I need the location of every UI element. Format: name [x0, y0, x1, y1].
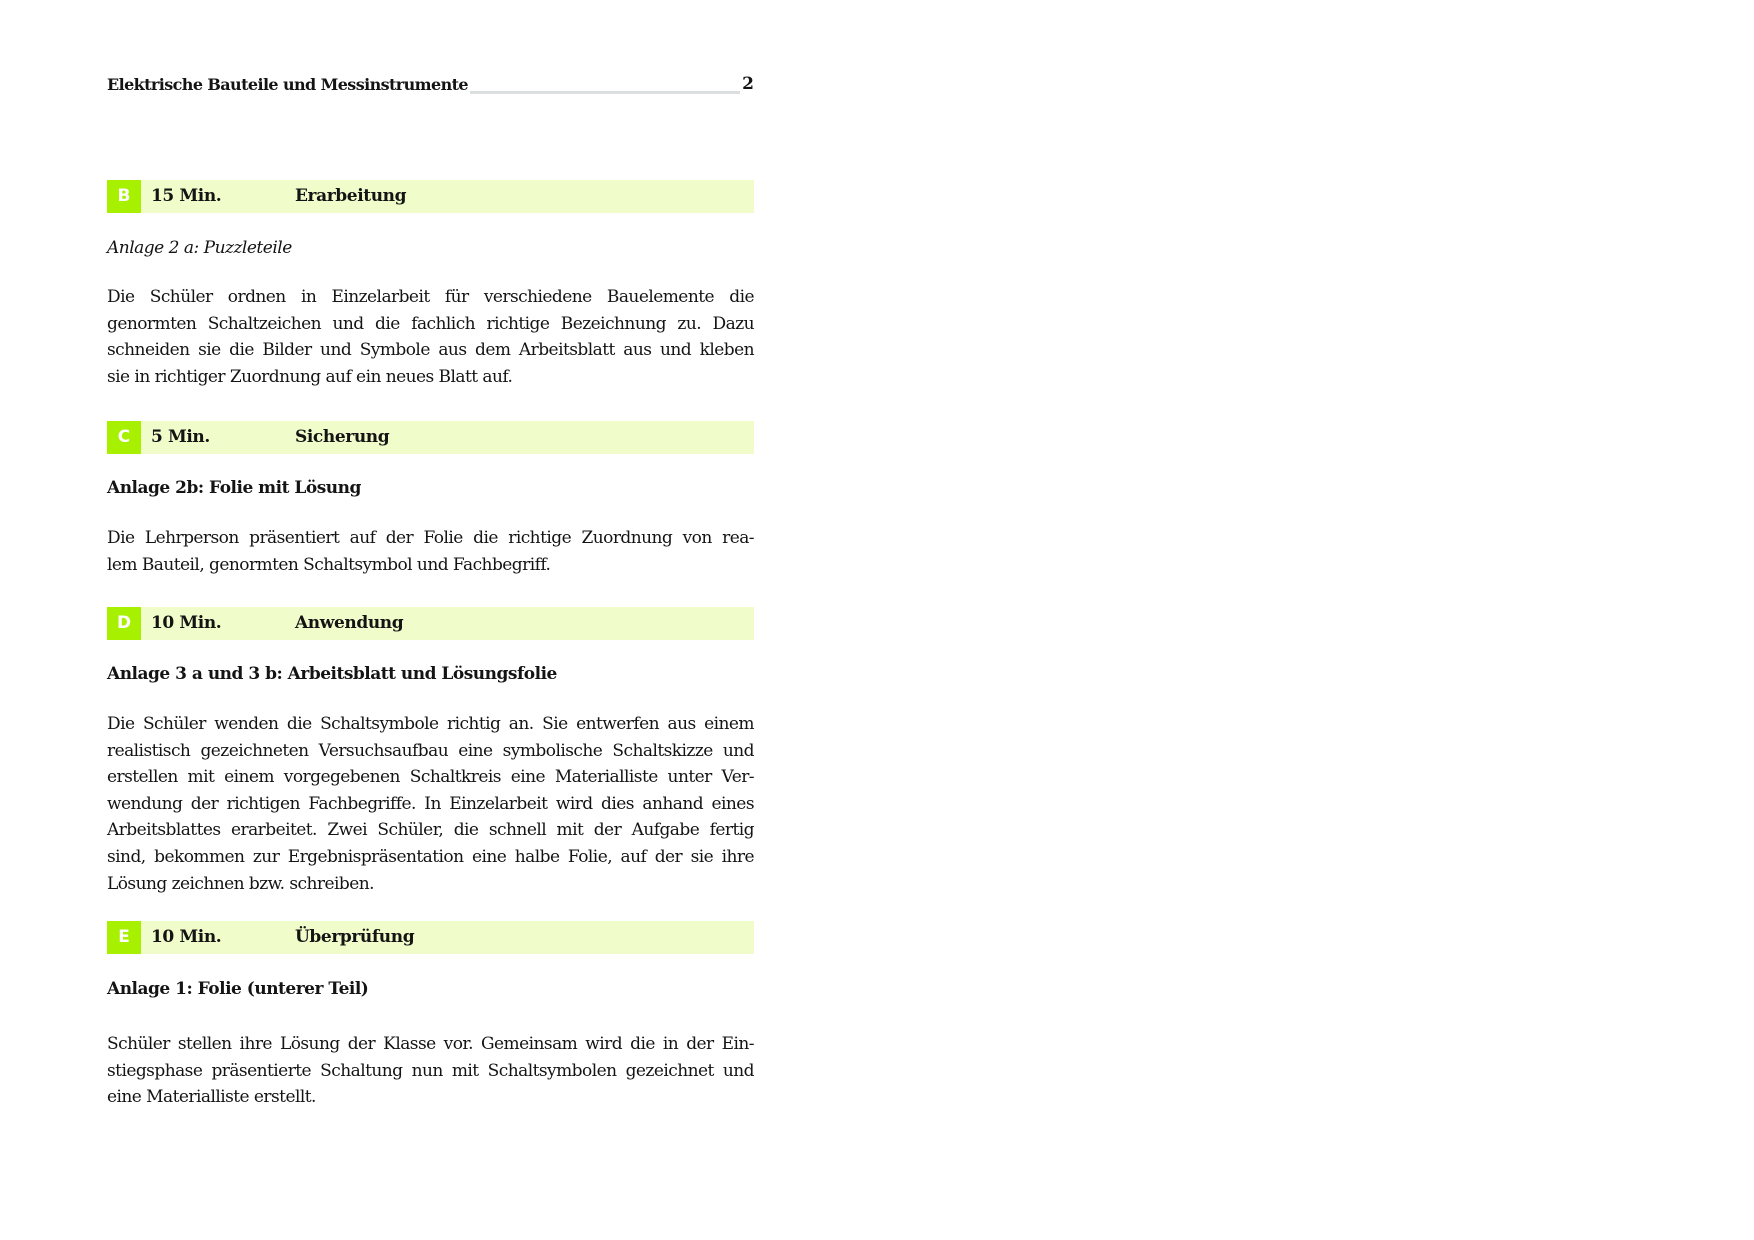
phase-duration: 15 Min.: [151, 186, 222, 206]
paragraph-line: Schüler stellen ihre Lösung der Klasse vor. Gemeinsam wird die in der Ein-: [107, 1034, 754, 1054]
header-title: Elektrische Bauteile und Messinstrumente: [107, 75, 468, 94]
phase-letter: D: [107, 607, 141, 640]
paragraph-line: Die Schüler wenden die Schaltsymbole richtig an. Sie entwerfen aus einem: [107, 714, 754, 734]
phase-title: Erarbeitung: [295, 186, 407, 206]
phase-duration: 5 Min.: [151, 427, 210, 447]
phase-title: Anwendung: [295, 613, 404, 633]
paragraph-line: Die Lehrperson präsentiert auf der Folie die richtige Zuordnung von rea-: [107, 528, 754, 548]
material-reference: Anlage 2 a: Puzzleteile: [107, 238, 292, 258]
section-paragraph: [107, 525, 754, 578]
paragraph-line: Lösung zeichnen bzw. schreiben.: [107, 873, 374, 894]
phase-duration: 10 Min.: [151, 927, 222, 947]
running-header: [107, 76, 754, 98]
paragraph-line: eine Materialliste erstellt.: [107, 1087, 316, 1108]
section-paragraph: [107, 1031, 754, 1111]
phase-bar-d: [107, 607, 754, 640]
phase-letter: C: [107, 421, 141, 454]
paragraph-line: genormten Schaltzeichen und die fachlich richtige Bezeichnung zu. Dazu: [107, 313, 754, 334]
page-number: 2: [742, 74, 754, 94]
phase-letter: B: [107, 180, 141, 213]
material-reference: Anlage 3 a und 3 b: Arbeitsblatt und Lösungsfolie: [107, 664, 557, 684]
paragraph-line: erstellen mit einem vorgegebenen Schaltkreis eine Materialliste unter Ver-: [107, 767, 754, 788]
paragraph-line: stiegsphase präsentierte Schaltung nun mit Schaltsymbolen gezeichnet und: [107, 1060, 754, 1081]
phase-duration: 10 Min.: [151, 613, 222, 633]
paragraph-line: sie in richtiger Zuordnung auf ein neues Blatt auf.: [107, 366, 513, 387]
phase-letter: E: [107, 921, 141, 954]
section-paragraph: [107, 284, 754, 390]
paragraph-line: lem Bauteil, genormten Schaltsymbol und Fachbegriff.: [107, 554, 551, 575]
material-reference: Anlage 2b: Folie mit Lösung: [107, 478, 361, 498]
phase-bar-c: [107, 421, 754, 454]
phase-title: Überprüfung: [295, 927, 415, 947]
paragraph-line: wendung der richtigen Fachbegriffe. In Einzelarbeit wird dies anhand eines: [107, 793, 754, 814]
material-reference: Anlage 1: Folie (unterer Teil): [107, 979, 369, 999]
phase-title: Sicherung: [295, 427, 390, 447]
paragraph-line: Die Schüler ordnen in Einzelarbeit für verschiedene Bauelemente die: [107, 287, 754, 307]
paragraph-line: schneiden sie die Bilder und Symbole aus dem Arbeitsblatt aus und kleben: [107, 340, 754, 361]
paragraph-line: Arbeitsblattes erarbeitet. Zwei Schüler, die schnell mit der Aufgabe fertig: [107, 820, 754, 841]
paragraph-line: realistisch gezeichneten Versuchsaufbau eine symbolische Schaltskizze und: [107, 740, 754, 761]
phase-bar-b: [107, 180, 754, 213]
phase-bar-e: [107, 921, 754, 954]
paragraph-line: sind, bekommen zur Ergebnispräsentation eine halbe Folie, auf der sie ihre: [107, 846, 754, 867]
section-paragraph: [107, 711, 754, 897]
